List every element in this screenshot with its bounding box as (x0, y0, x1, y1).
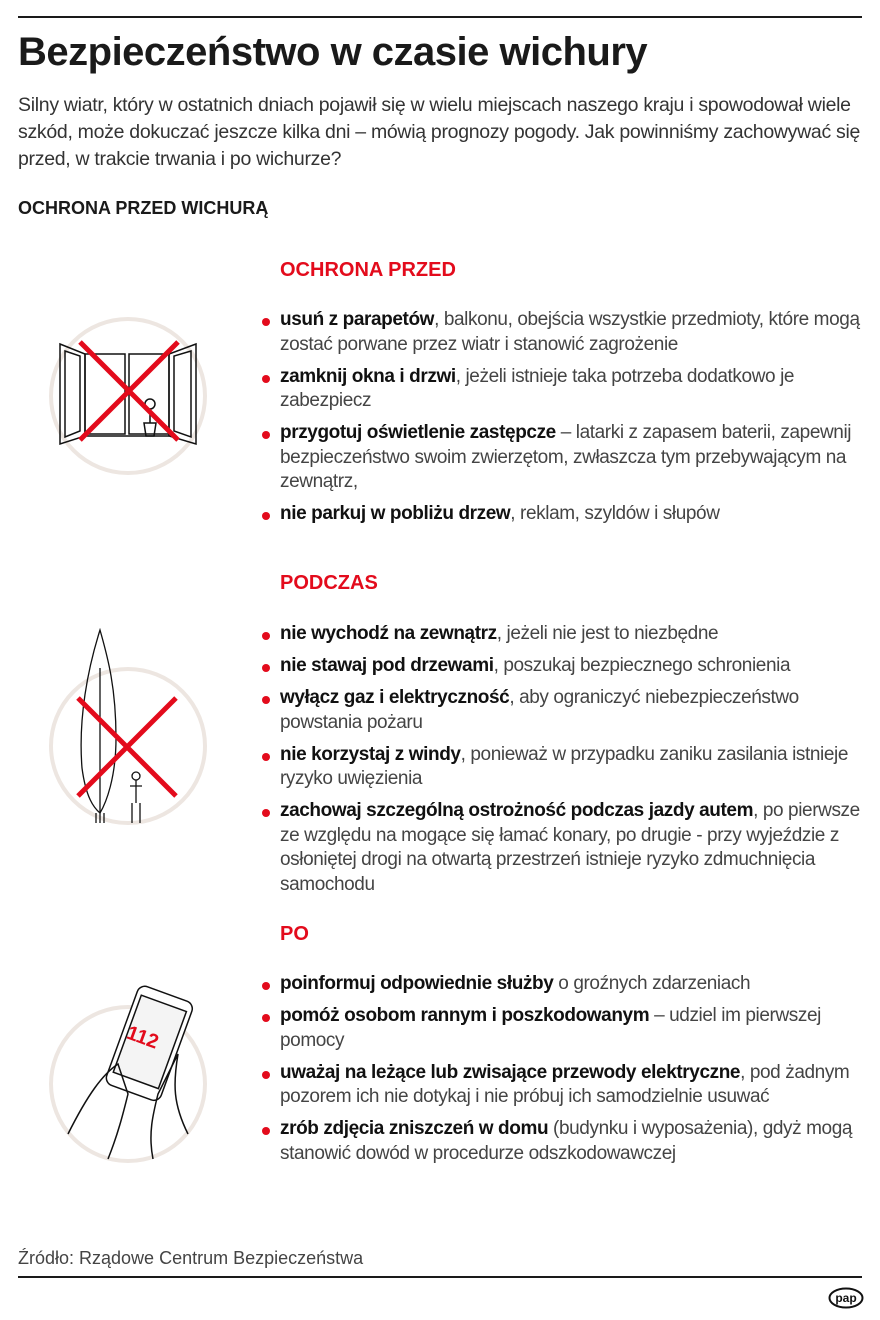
list-item: nie korzystaj z windy, ponieważ w przypadku zaniku zasilania istnieje ryzyko uwięzienia (262, 743, 870, 792)
list-item: uważaj na leżące lub zwisające przewody elektryczne, pod żadnym pozorem ich nie dotykaj i nie próbuj ich samodzielnie usuwać (262, 1061, 870, 1110)
list-item: nie stawaj pod drzewami, poszukaj bezpiecznego schronienia (262, 654, 870, 679)
tree-crossed-icon (48, 628, 208, 828)
list-item: przygotuj oświetlenie zastępcze – latarki z zapasem baterii, zapewnij bezpieczeństwo swoim zwierzętom, zwłaszcza tym przebywającym na zewnątrz, (262, 421, 870, 495)
list-during (262, 622, 870, 905)
svg-text:pap: pap (835, 1291, 857, 1305)
intro-text: Silny wiatr, który w ostatnich dniach pojawił się w wielu miejscach naszego kraju i spowodował wiele szkód, może dokuczać jeszcze kilka dni – mówią prognozy pogody. Jak powinniśmy zachowywać się przed, w trakcie trwania i po wichurze? (18, 94, 861, 170)
pap-logo (828, 1287, 864, 1309)
list-item: pomóż osobom rannym i poszkodowanym – udziel im pierwszej pomocy (262, 1004, 870, 1053)
top-rule (18, 16, 862, 18)
window-crossed-icon (48, 316, 208, 476)
list-item: poinformuj odpowiednie służby o groźnych zdarzeniach (262, 972, 870, 997)
section-title-after: PO (280, 923, 309, 945)
section-title-during: PODCZAS (280, 572, 378, 594)
list-item: nie wychodź na zewnątrz, jeżeli nie jest to niezbędne (262, 622, 870, 647)
list-item: usuń z parapetów, balkonu, obejścia wszystkie przedmioty, które mogą zostać porwane przez wiatr i stanowić zagrożenie (262, 308, 870, 357)
bottom-rule (18, 1276, 862, 1278)
page-title: Bezpieczeństwo w czasie wichury (18, 30, 648, 74)
list-item: zamknij okna i drzwi, jeżeli istnieje taka potrzeba dodatkowo je zabezpiecz (262, 365, 870, 414)
subheading: OCHRONA PRZED WICHURĄ (18, 198, 269, 218)
section-title-before: OCHRONA PRZED (280, 259, 456, 281)
phone-112-icon (48, 984, 208, 1164)
list-item: zrób zdjęcia zniszczeń w domu (budynku i wyposażenia), gdyż mogą stanowić dowód w procedurze odszkodowawczej (262, 1117, 870, 1166)
list-item: wyłącz gaz i elektryczność, aby ograniczyć niebezpieczeństwo powstania pożaru (262, 686, 870, 735)
list-item: nie parkuj w pobliżu drzew, reklam, szyldów i słupów (262, 502, 870, 527)
list-before (262, 308, 870, 534)
source-note: Źródło: Rządowe Centrum Bezpieczeństwa (18, 1248, 364, 1268)
list-after (262, 972, 870, 1174)
phone-number: 112 (123, 1021, 162, 1054)
list-item: zachowaj szczególną ostrożność podczas jazdy autem, po pierwsze ze względu na mogące się łamać konary, po drugie - przy wyjeździe z osłoniętej drogi na otwartą przestrzeń istnieje ryzyko zdmuchnięcia samochodu (262, 799, 870, 897)
